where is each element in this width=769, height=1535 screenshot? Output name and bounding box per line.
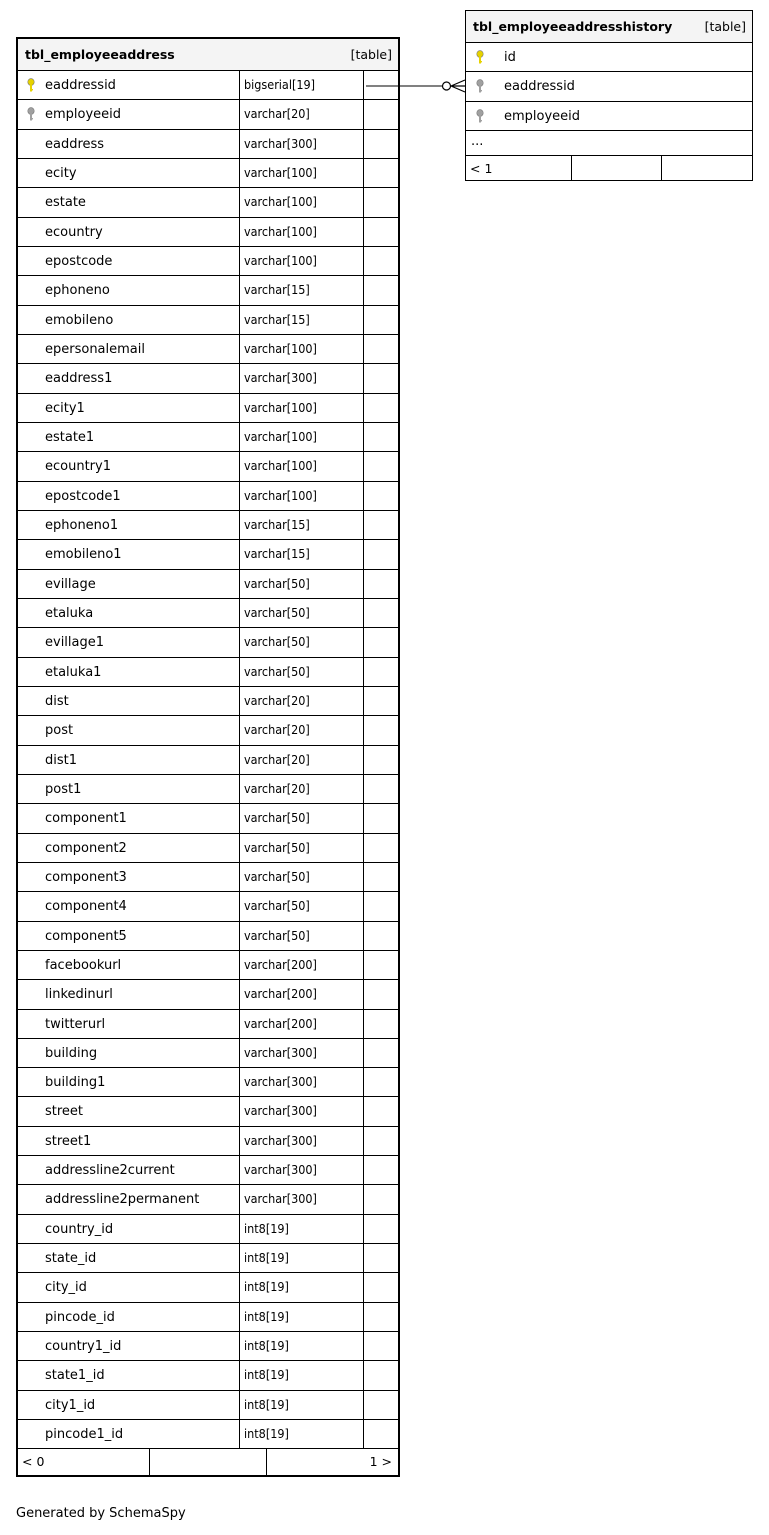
column-name: ephoneno [45, 283, 110, 299]
column-type: int8[19] [244, 1279, 289, 1295]
column-name: dist1 [45, 752, 78, 768]
column-type: varchar[100] [244, 164, 317, 180]
column-name: post1 [45, 781, 82, 797]
column-name: evillage1 [45, 635, 105, 651]
table-name[interactable]: tbl_employeeaddress [25, 47, 175, 62]
column-type: varchar[100] [244, 399, 317, 415]
table-kind: [table] [350, 47, 392, 62]
column-type: varchar[100] [244, 487, 317, 503]
column-name: state_id [45, 1251, 97, 1267]
column-name: etaluka [45, 605, 94, 621]
footer-children-count: 1 > [369, 1454, 392, 1470]
column-type: varchar[20] [244, 106, 310, 122]
column-name: pincode_id [45, 1309, 115, 1325]
column-name: component1 [45, 811, 127, 827]
column-type: varchar[50] [244, 898, 310, 914]
column-type: varchar[300] [244, 1044, 317, 1060]
column-type: varchar[20] [244, 751, 310, 767]
column-name: id [504, 50, 516, 65]
column-name: addressline2permanent [45, 1192, 200, 1208]
column-name: epersonalemail [45, 341, 145, 357]
column-name: eaddressid [504, 79, 575, 95]
column-type: varchar[100] [244, 223, 317, 239]
column-type: varchar[100] [244, 458, 317, 474]
column-name: employeeid [45, 107, 122, 123]
column-name: employeeid [504, 108, 581, 124]
column-type: varchar[300] [244, 1103, 317, 1119]
column-name: estate1 [45, 429, 95, 445]
column-type: varchar[200] [244, 1015, 317, 1031]
column-name: emobileno1 [45, 547, 122, 563]
column-name: street1 [45, 1133, 92, 1149]
column-name: post [45, 723, 74, 739]
column-type: varchar[300] [244, 370, 317, 386]
column-name: country_id [45, 1221, 114, 1237]
column-name: addressline2current [45, 1163, 175, 1179]
column-type: int8[19] [244, 1396, 289, 1412]
footer-parents-count: < 1 [470, 160, 493, 176]
column-name: dist [45, 693, 69, 709]
column-type: varchar[50] [244, 663, 310, 679]
footer-parents-count: < 0 [22, 1454, 45, 1470]
ellipsis-text: ... [471, 133, 484, 149]
column-type: bigserial[19] [244, 77, 316, 92]
column-type: varchar[300] [244, 1074, 317, 1090]
column-type: varchar[50] [244, 810, 310, 826]
column-type: varchar[50] [244, 604, 310, 620]
column-type: varchar[300] [244, 1191, 317, 1207]
column-name: emobileno [45, 312, 114, 328]
column-name: eaddressid [45, 78, 116, 93]
column-type: varchar[100] [244, 428, 317, 444]
generated-by-credit: Generated by SchemaSpy [16, 1506, 186, 1521]
column-name: ephoneno1 [45, 517, 119, 533]
column-type: varchar[50] [244, 575, 310, 591]
column-type: int8[19] [244, 1308, 289, 1324]
column-type: varchar[20] [244, 722, 310, 738]
column-type: varchar[15] [244, 311, 310, 327]
table-name[interactable]: tbl_employeeaddresshistory [473, 19, 673, 34]
table-kind: [table] [704, 19, 746, 34]
column-name: state1_id [45, 1368, 105, 1384]
column-type: varchar[15] [244, 546, 310, 562]
column-name: evillage [45, 576, 96, 592]
column-name: epostcode1 [45, 488, 121, 504]
column-type: int8[19] [244, 1338, 289, 1354]
column-type: int8[19] [244, 1426, 289, 1442]
column-type: int8[19] [244, 1367, 289, 1383]
column-type: varchar[20] [244, 780, 310, 796]
column-name: component2 [45, 840, 127, 856]
column-name: city1_id [45, 1397, 96, 1413]
column-type: int8[19] [244, 1220, 289, 1236]
column-type: varchar[50] [244, 927, 310, 943]
column-type: varchar[300] [244, 1162, 317, 1178]
column-type: int8[19] [244, 1250, 289, 1266]
column-type: varchar[15] [244, 282, 310, 298]
column-name: street [45, 1104, 84, 1120]
column-type: varchar[200] [244, 956, 317, 972]
column-name: ecity1 [45, 400, 85, 416]
column-type: varchar[100] [244, 194, 317, 210]
column-name: ecountry [45, 224, 103, 240]
column-type: varchar[50] [244, 839, 310, 855]
zero-cardinality-marker [443, 82, 451, 90]
column-type: varchar[100] [244, 340, 317, 356]
column-name: epostcode [45, 253, 113, 269]
column-name: city_id [45, 1280, 87, 1296]
column-name: eaddress [45, 136, 105, 152]
column-name: linkedinurl [45, 987, 113, 1003]
column-name: twitterurl [45, 1016, 106, 1032]
column-name: pincode1_id [45, 1427, 124, 1443]
column-name: building1 [45, 1075, 106, 1091]
column-type: varchar[200] [244, 986, 317, 1002]
column-type: varchar[15] [244, 516, 310, 532]
column-name: facebookurl [45, 957, 122, 973]
column-name: building [45, 1045, 98, 1061]
column-type: varchar[20] [244, 692, 310, 708]
column-name: eaddress1 [45, 371, 113, 387]
column-name: component5 [45, 928, 127, 944]
column-type: varchar[50] [244, 634, 310, 650]
column-type: varchar[300] [244, 135, 317, 151]
column-type: varchar[300] [244, 1132, 317, 1148]
column-name: ecountry1 [45, 459, 111, 475]
column-name: estate [45, 195, 86, 211]
column-type: varchar[50] [244, 868, 310, 884]
column-name: etaluka1 [45, 664, 102, 680]
column-name: country1_id [45, 1339, 122, 1355]
column-name: ecity [45, 165, 77, 181]
column-type: varchar[100] [244, 252, 317, 268]
column-name: component4 [45, 899, 127, 915]
crowfoot-many-marker [451, 80, 465, 92]
column-name: component3 [45, 869, 127, 885]
